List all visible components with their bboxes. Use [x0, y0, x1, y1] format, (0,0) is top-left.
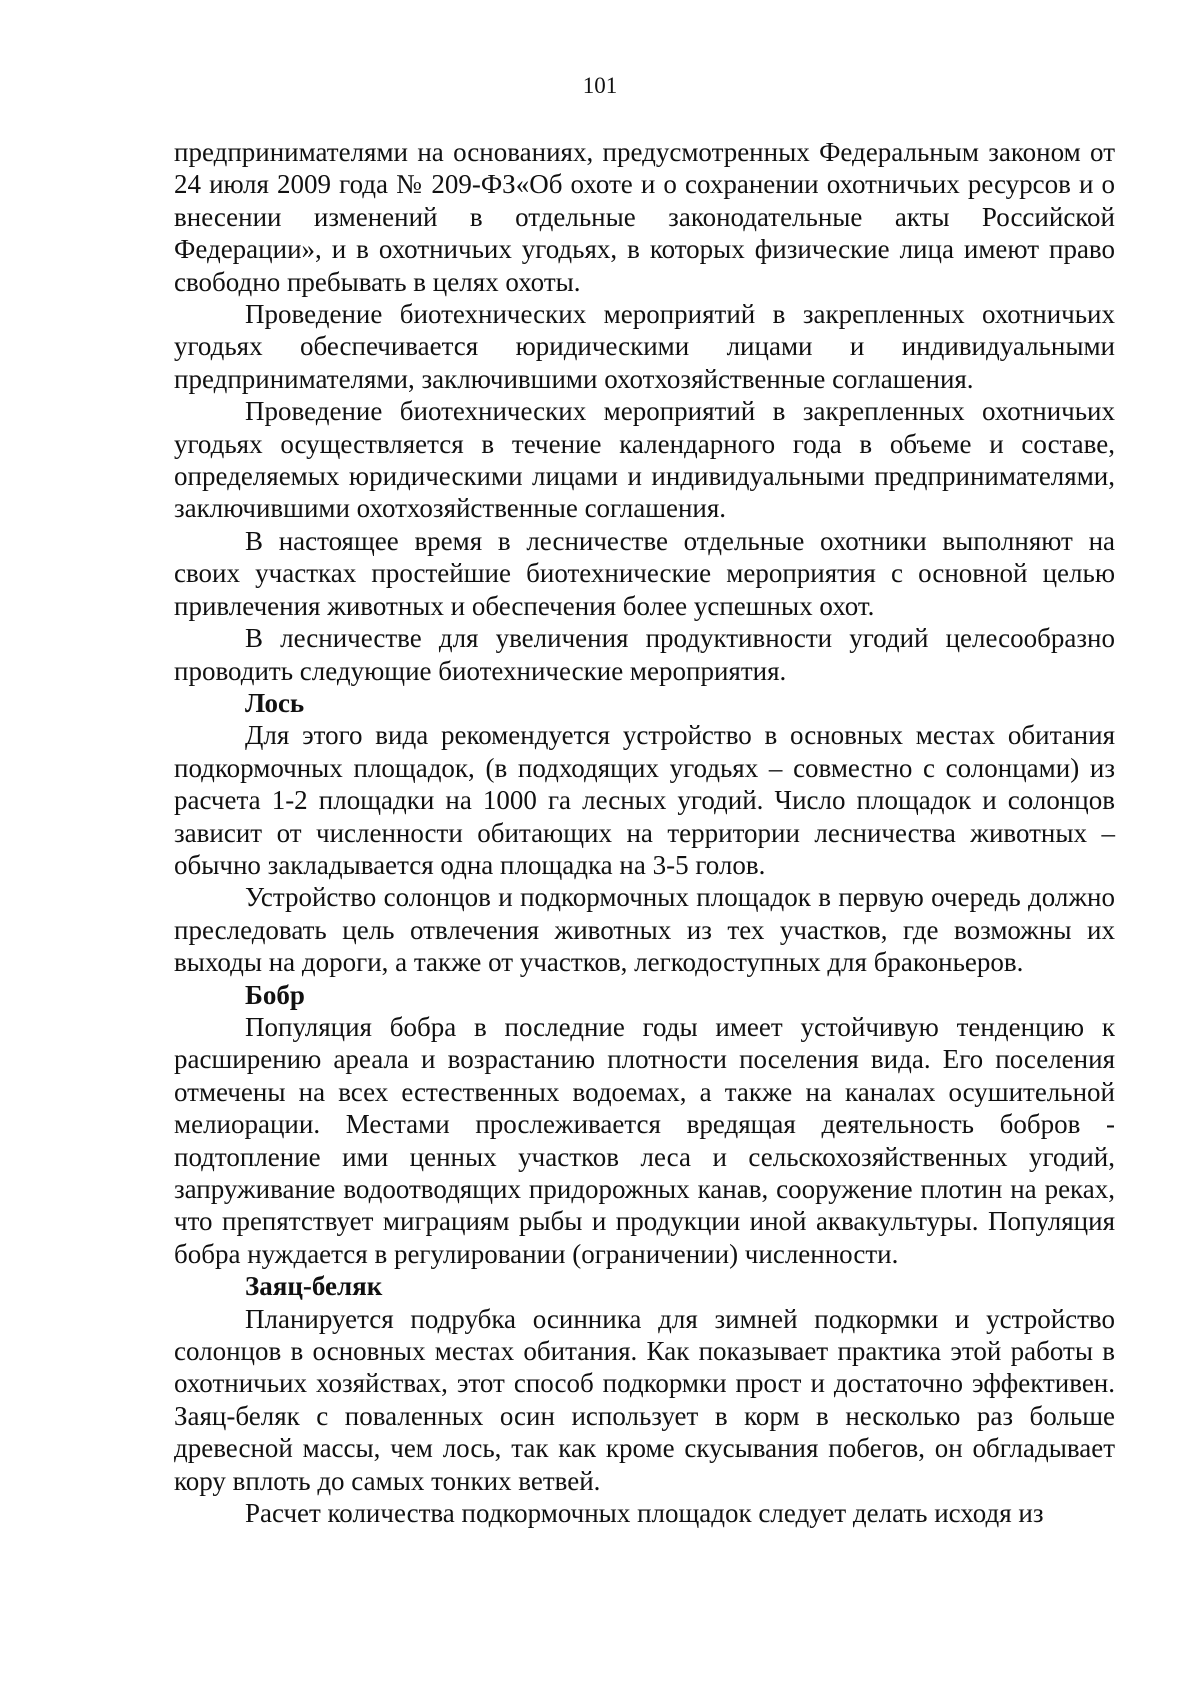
paragraph: В лесничестве для увеличения продуктивности угодий целесообразно проводить следующие биотехнические мероприятия. — [174, 623, 1115, 686]
page-number: 101 — [582, 73, 618, 98]
document-body — [174, 136, 1115, 1529]
paragraph: Проведение биотехнических мероприятий в закрепленных охотничьих угодьях осуществляется в течение календарного года в объеме и составе, определяемых юридическими лицами и индивидуальными предпринимателями, заключившими охотхозяйственные соглашения. — [174, 396, 1115, 524]
section-heading-hare: Заяц-беляк — [245, 1271, 383, 1302]
paragraph: Для этого вида рекомендуется устройство в основных местах обитания подкормочных площадок, (в подходящих угодьях – совместно с солонцами) из расчета 1-2 площадки на 1000 га лесных угодий. Число площадок и солонцов зависит от численности обитающих на территории лесничества животных – обычно закладывается одна площадка на 3-5 голов. — [174, 720, 1115, 880]
paragraph-continuation: предпринимателями на основаниях, предусмотренных Федеральным законом от 24 июля 2009 года № 209-ФЗ«Об охоте и о сохранении охотничьих ресурсов и о внесении изменений в отдельные законодательные акты Российской Федерации», и в охотничьих угодьях, в которых физические лица имеют право свободно пребывать в целях охоты. — [174, 137, 1115, 297]
paragraph: Устройство солонцов и подкормочных площадок в первую очередь должно преследовать цель отвлечения животных из тех участков, где возможны их выходы на дороги, а также от участков, легкодоступных для браконьеров. — [174, 882, 1115, 978]
paragraph: Планируется подрубка осинника для зимней подкормки и устройство солонцов в основных местах обитания. Как показывает практика этой работы в охотничьих хозяйствах, этот способ подкормки прост и достаточно эффективен. Заяц-беляк с поваленных осин использует в корм в несколько раз больше древесной массы, чем лось, так как кроме скусывания побегов, он обгладывает кору вплоть до самых тонких ветвей. — [174, 1303, 1115, 1496]
paragraph: В настоящее время в лесничестве отдельные охотники выполняют на своих участках простейшие биотехнические мероприятия с основной целью привлечения животных и обеспечения более успешных охот. — [174, 525, 1115, 621]
paragraph: Популяция бобра в последние годы имеет устойчивую тенденцию к расширению ареала и возрастанию плотности поселения вида. Его поселения отмечены на всех естественных водоемах, а также на каналах осушительной мелиорации. Местами прослеживается вредящая деятельность бобров - подтопление ими ценных участков леса и сельскохозяйственных угодий, запруживание водоотводящих придорожных канав, сооружение плотин на реках, что препятствует миграциям рыбы и продукции иной аквакультуры. Популяция бобра нуждается в регулировании (ограничении) численности. — [174, 1011, 1115, 1269]
paragraph-last: Расчет количества подкормочных площадок следует делать исходя из — [245, 1498, 1044, 1529]
section-heading-beaver: Бобр — [245, 979, 305, 1010]
paragraph: Проведение биотехнических мероприятий в закрепленных охотничьих угодьях обеспечивается юридическими лицами и индивидуальными предпринимателями, заключившими охотхозяйственные соглашения. — [174, 299, 1115, 394]
section-heading-moose: Лось — [245, 687, 305, 718]
